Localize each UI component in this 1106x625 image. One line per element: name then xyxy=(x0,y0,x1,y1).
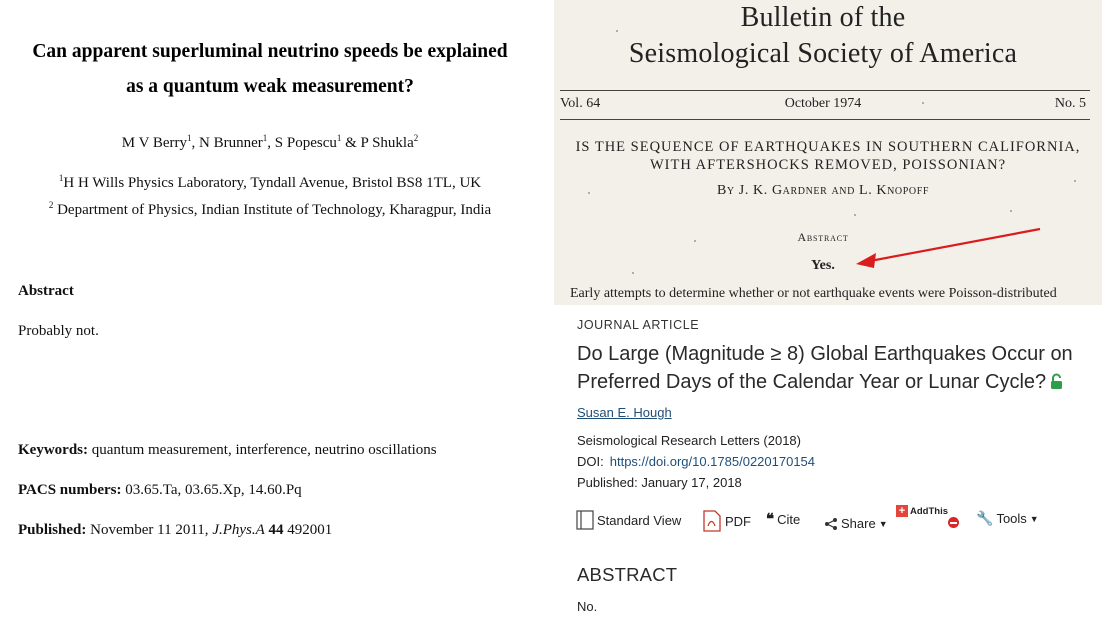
published-line xyxy=(18,522,332,539)
chevron-down-icon: ▼ xyxy=(878,518,888,529)
wrench-icon: 🔧 xyxy=(976,510,994,526)
open-access-lock-icon xyxy=(1050,373,1063,396)
arrow-shaft xyxy=(870,229,1040,261)
addthis-plus-icon: + xyxy=(896,505,908,517)
article-title-text: Preferred Days of the Calendar Year or Lunar Cycle? xyxy=(577,371,1047,393)
article-number: 492001 xyxy=(287,522,333,538)
bulletin-title-line1: Bulletin of the xyxy=(740,2,906,33)
keywords-line xyxy=(18,442,437,459)
addthis-label: AddThis xyxy=(910,505,948,517)
berry-paper-panel xyxy=(0,0,550,625)
author-affiliation-mark: 1 xyxy=(187,133,192,143)
srl-webpage-panel xyxy=(554,305,1106,625)
quote-icon: ❝ xyxy=(766,511,775,528)
author-separator: , xyxy=(191,135,200,151)
share-label: Share xyxy=(841,516,876,531)
affiliation-text: H H Wills Physics Laboratory, Tyndall Avenue, Bristol BS8 1TL, UK xyxy=(63,175,482,191)
journal-name: J.Phys.A xyxy=(212,522,265,538)
abstract-heading: Abstract xyxy=(18,283,74,299)
affiliation-text: Department of Physics, Indian Institute of Technology, Kharagpur, India xyxy=(53,202,492,218)
issue-date: October 1974 xyxy=(784,96,862,111)
keywords-label: Keywords: xyxy=(18,442,88,458)
cite-button[interactable] xyxy=(766,510,800,528)
standard-view-label: Standard View xyxy=(597,512,682,528)
article-title-line1: Do Large (Magnitude ≥ 8) Global Earthquakes Occur on xyxy=(577,343,1073,365)
pdf-label: PDF xyxy=(725,513,751,529)
affiliation-mark: 1 xyxy=(58,173,64,183)
article-type-label: JOURNAL ARTICLE xyxy=(577,318,700,332)
abstract-text: Yes. xyxy=(811,258,835,273)
share-button[interactable] xyxy=(824,516,888,531)
doi-line xyxy=(577,454,815,469)
pacs-line xyxy=(18,482,302,499)
paper-title-line2: as a quantum weak measurement? xyxy=(126,76,414,97)
abstract-heading: Abstract xyxy=(797,230,849,244)
author-affiliation-mark: 1 xyxy=(262,133,268,143)
author-name: M V Berry xyxy=(121,135,188,151)
affiliation-mark: 2 xyxy=(48,200,54,210)
abstract-text: Probably not. xyxy=(18,323,99,339)
author-link[interactable]: Susan E. Hough xyxy=(577,405,672,420)
paper-title-line1: Can apparent superluminal neutrino speeds be explained xyxy=(32,41,508,62)
journal-citation: Seismological Research Letters (2018) xyxy=(577,433,801,448)
keywords-text: quantum measurement, interference, neutrino oscillations xyxy=(88,442,437,458)
author-list xyxy=(0,135,540,152)
bulletin-title-line2: Seismological Society of America xyxy=(628,38,1018,69)
article-heading-line2: WITH AFTERSHOCKS REMOVED, POISSONIAN? xyxy=(649,157,1006,173)
addthis-button[interactable] xyxy=(896,505,948,517)
volume-number: Vol. 64 xyxy=(560,96,601,111)
author-name: S Popescu xyxy=(274,135,337,151)
chevron-down-icon: ▼ xyxy=(1029,513,1039,524)
tools-button[interactable] xyxy=(976,510,1039,527)
addthis-badge xyxy=(896,505,948,517)
issue-number: No. 5 xyxy=(1054,96,1086,111)
article-title-line2 xyxy=(577,371,1063,396)
arrow-head xyxy=(856,253,876,268)
article-heading-line1: IS THE SEQUENCE OF EARTHQUAKES IN SOUTHERN CALIFORNIA, xyxy=(575,139,1081,155)
pacs-text: 03.65.Ta, 03.65.Xp, 14.60.Pq xyxy=(121,482,302,498)
cite-label: Cite xyxy=(777,511,801,527)
journal-volume: 44 xyxy=(268,522,284,538)
author-separator: , xyxy=(267,135,275,151)
pdf-icon xyxy=(702,510,722,532)
abstract-text: No. xyxy=(577,599,598,614)
tools-label: Tools xyxy=(996,511,1027,526)
abstract-heading: ABSTRACT xyxy=(577,564,678,585)
affiliation-1 xyxy=(0,175,540,192)
article-byline: By J. K. Gardner and L. Knopoff xyxy=(716,183,930,198)
published-label: Published: xyxy=(18,522,87,538)
pacs-label: PACS numbers: xyxy=(18,482,122,498)
doi-label: DOI: xyxy=(577,454,604,469)
author-name: P Shukla xyxy=(360,135,414,151)
share-icon xyxy=(824,517,838,531)
author-affiliation-mark: 2 xyxy=(413,133,419,143)
pdf-button[interactable] xyxy=(702,510,751,532)
standard-view-button[interactable] xyxy=(576,510,681,530)
published-date: November 11 2011, xyxy=(86,522,213,538)
author-separator: & xyxy=(341,135,361,151)
published-date: Published: January 17, 2018 xyxy=(577,475,742,490)
article-body-start: Early attempts to determine whether or not earthquake events were Poisson-distributed xyxy=(570,286,1057,301)
blocked-icon xyxy=(948,517,959,528)
doi-link[interactable]: https://doi.org/10.1785/0220170154 xyxy=(609,454,816,469)
affiliation-2 xyxy=(0,202,540,219)
author-affiliation-mark: 1 xyxy=(336,133,342,143)
author-name: N Brunner xyxy=(199,135,263,151)
standard-view-icon xyxy=(576,510,594,530)
red-arrow-annotation xyxy=(554,0,1102,305)
bssa-scan-panel xyxy=(554,0,1102,305)
